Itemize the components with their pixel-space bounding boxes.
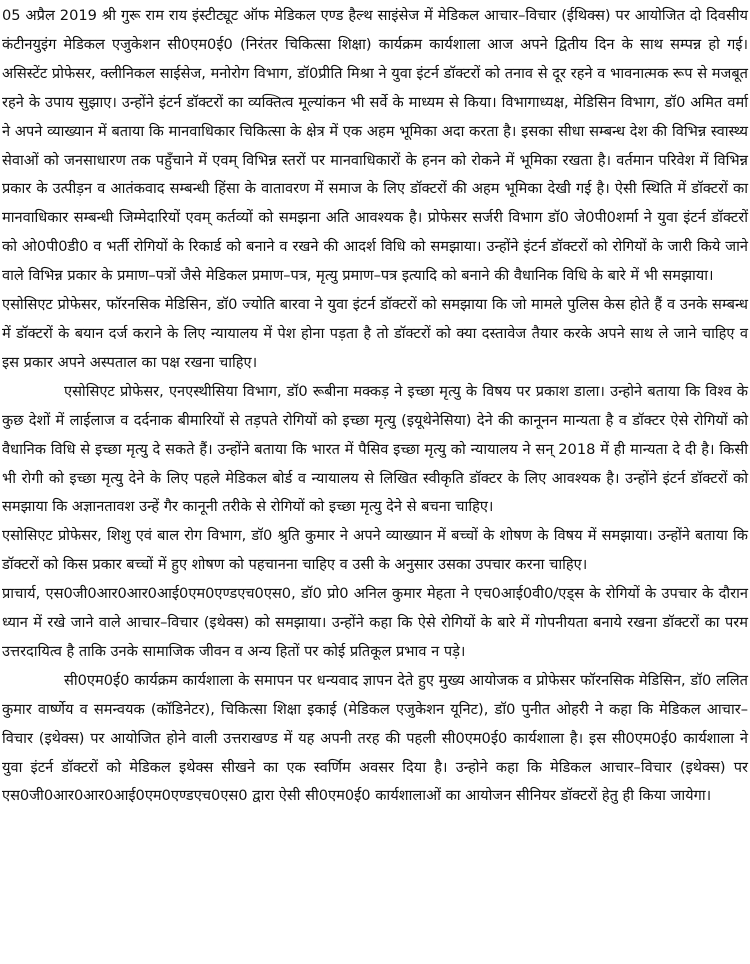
article-paragraph-euthanasia: एसोसिएट प्रोफेसर, एनएस्थीसिया विभाग, डॉ0 रूबीना मक्कड़ ने इच्छा मृत्यु के विषय पर प्रकाश डाला। उन्होने बताया कि विश्व के कुछ देशों में लाईलाज व दर्दनाक बीमारियों से तड़पते रोगियों को इच्छा मृत्यु (इयूथेनेसिया) देने की कानूनन मान्यता है व डॉक्टर ऐसे रोगियों को वैधानिक विधि से इच्छा मृत्यु दे सकते हैं। उन्होंने बताया कि भारत में पैसिव इच्छा मृत्यु को न्यायालय ने सन् 2018 में ही मान्यता दे दी है। किसी भी रोगी को इच्छा मृत्यु देने के लिए पहले मेडिकल बोर्ड व न्यायालय से लिखित स्वीकृति डॉक्टर के लिए आवश्यक है। उन्होंने इंटर्न डॉक्टरों को समझाया कि अज्ञानतावश उन्हें गैर कानूनी तरीके से रोगियों को इच्छा मृत्यु देने से बचना चाहिए। bbox=[2, 382, 748, 516]
article-paragraph-hiv-ethics: प्राचार्य, एस0जी0आर0आर0आई0एम0एण्डएच0एस0, डॉ0 प्रो0 अनिल कुमार मेहता ने एच0आई0वी0/एड्स के रोगियों के उपचार के दौरान ध्यान में रखे जाने वाले आचार–विचार (इथेक्स) को समझाया। उन्होंने कहा कि ऐसे रोगियों के बारे में गोपनीयता बनाये रखना डॉक्टरों का परम उत्तरदायित्व है ताकि उनके सामाजिक जीवन व अन्य हितों पर कोई प्रतिकूल प्रभाव न पड़े। bbox=[2, 585, 748, 660]
article-paragraph-child-abuse: एसोसिएट प्रोफेसर, शिशु एवं बाल रोग विभाग, डॉ0 श्रुति कुमार ने अपने व्याख्यान में बच्चों के शोषण के विषय में समझाया। उन्होंने बताया कि डॉक्टरों को किस प्रकार बच्चों में हुए शोषण को पहचानना चाहिए व उसी के अनुसार उसका उपचार करना चाहिए। bbox=[2, 527, 748, 574]
article-paragraph-forensic: एसोसिएट प्रोफेसर, फॉरनसिक मेडिसिन, डॉ0 ज्योति बारवा ने युवा इंटर्न डॉक्टरों को समझाया कि जो मामले पुलिस केस होते हैं व उनके सम्बन्ध में डॉक्टरों के बयान दर्ज कराने के लिए न्यायालय में पेश होना पड़ता है तो डॉक्टरों को क्या दस्तावेज तैयार करके अपने साथ ले जाने चाहिए व इस प्रकार अपने अस्पताल का पक्ष रखना चाहिए। bbox=[2, 296, 748, 371]
article-paragraph-intro: 05 अप्रैल 2019 श्री गुरू राम राय इंस्टीट्यूट ऑफ मेडिकल एण्ड हैल्थ साइंसेज में मेडिकल आचार–विचार (ईथिक्स) पर आयोजित दो दिवसीय कंटीनयुइंग मेडिकल एजुकेशन सी0एम0ई0 (निरंतर चिकित्सा शिक्षा) कार्यक्रम कार्यशाला आज अपने द्वितीय दिन के साथ सम्पन्न हो गई। असिस्टेंट प्रोफेसर, क्लीनिकल साईसेज, मनोरोग विभाग, डॉ0प्रीति मिश्रा ने युवा इंटर्न डॉक्टरों को तनाव से दूर रहने व भावनात्मक रूप से मजबूत रहने के उपाय सुझाए। उन्होंने इंटर्न डॉक्टरों का व्यक्तित्व मूल्यांकन भी सर्वे के माध्यम से किया। विभागाध्यक्ष, मेडिसिन विभाग, डॉ0 अमित वर्मा ने अपने व्याख्यान में बताया कि मानवाधिकार चिकित्सा के क्षेत्र में एक अहम भूमिका अदा करता है। इसका सीधा सम्बन्ध देश की विभिन्न स्वास्थ्य सेवाओं को जनसाधारण तक पहुँचाने में एवम् विभिन्न स्तरों पर मानवाधिकारों के हनन को रोकने में भूमिका रखता है। वर्तमान परिवेश में विभिन्न प्रकार के उत्पीड़न व आतंकवाद सम्बन्धी हिंसा के वातावरण में समाज के लिए डॉक्टरों की अहम भूमिका देखी गई है। ऐसी स्थिति में डॉक्टरों का मानवाधिकार सम्बन्धी जिम्मेदारियों एवम् कर्तव्यों को समझना अति आवश्यक है। प्रोफेसर सर्जरी विभाग डॉ0 जे0पी0शर्मा ने युवा इंटर्न डॉक्टरों को ओ0पी0डी0 व भर्ती रोगियों के रिकार्ड को बनाने व रखने की आदर्श विधि को समझाया। उन्होंने इंटर्न डॉक्टरों को रोगियों के जारी किये जाने वाले विभिन्न प्रकार के प्रमाण–पत्रों जैसे मेडिकल प्रमाण–पत्र, मृत्यु प्रमाण–पत्र इत्यादि को बनाने की वैधानिक विधि के बारे में भी समझाया। bbox=[2, 7, 748, 285]
article-paragraph-closing: सी0एम0ई0 कार्यक्रम कार्यशाला के समापन पर धन्यवाद ज्ञापन देते हुए मुख्य आयोजक व प्रोफेसर फॉरनसिक मेडिसिन, डॉ0 ललित कुमार वार्ष्णेय व समन्वयक (कॉडिनेटर), चिकित्सा शिक्षा इकाई (मेडिकल एजुकेशन यूनिट), डॉ0 पुनीत ओहरी ने कहा कि मेडिकल आचार–विचार (इथेक्स) पर आयोजित होने वाली उत्तराखण्ड में यह अपनी तरह की पहली सी0एम0ई0 कार्यशाला है। इस सी0एम0ई0 कार्यशाला ने युवा इंटर्न डॉक्टरों को मेडिकल इथेक्स सीखने का एक स्वर्णिम अवसर दिया है। उन्होने कहा कि मेडिकल आचार–विचार (इथेक्स) पर एस0जी0आर0आर0आई0एम0एण्डएच0एस0 द्वारा ऐसी सी0एम0ई0 कार्यशालाओं का आयोजन सीनियर डॉक्टरों हेतु ही किया जायेगा। bbox=[2, 671, 749, 805]
